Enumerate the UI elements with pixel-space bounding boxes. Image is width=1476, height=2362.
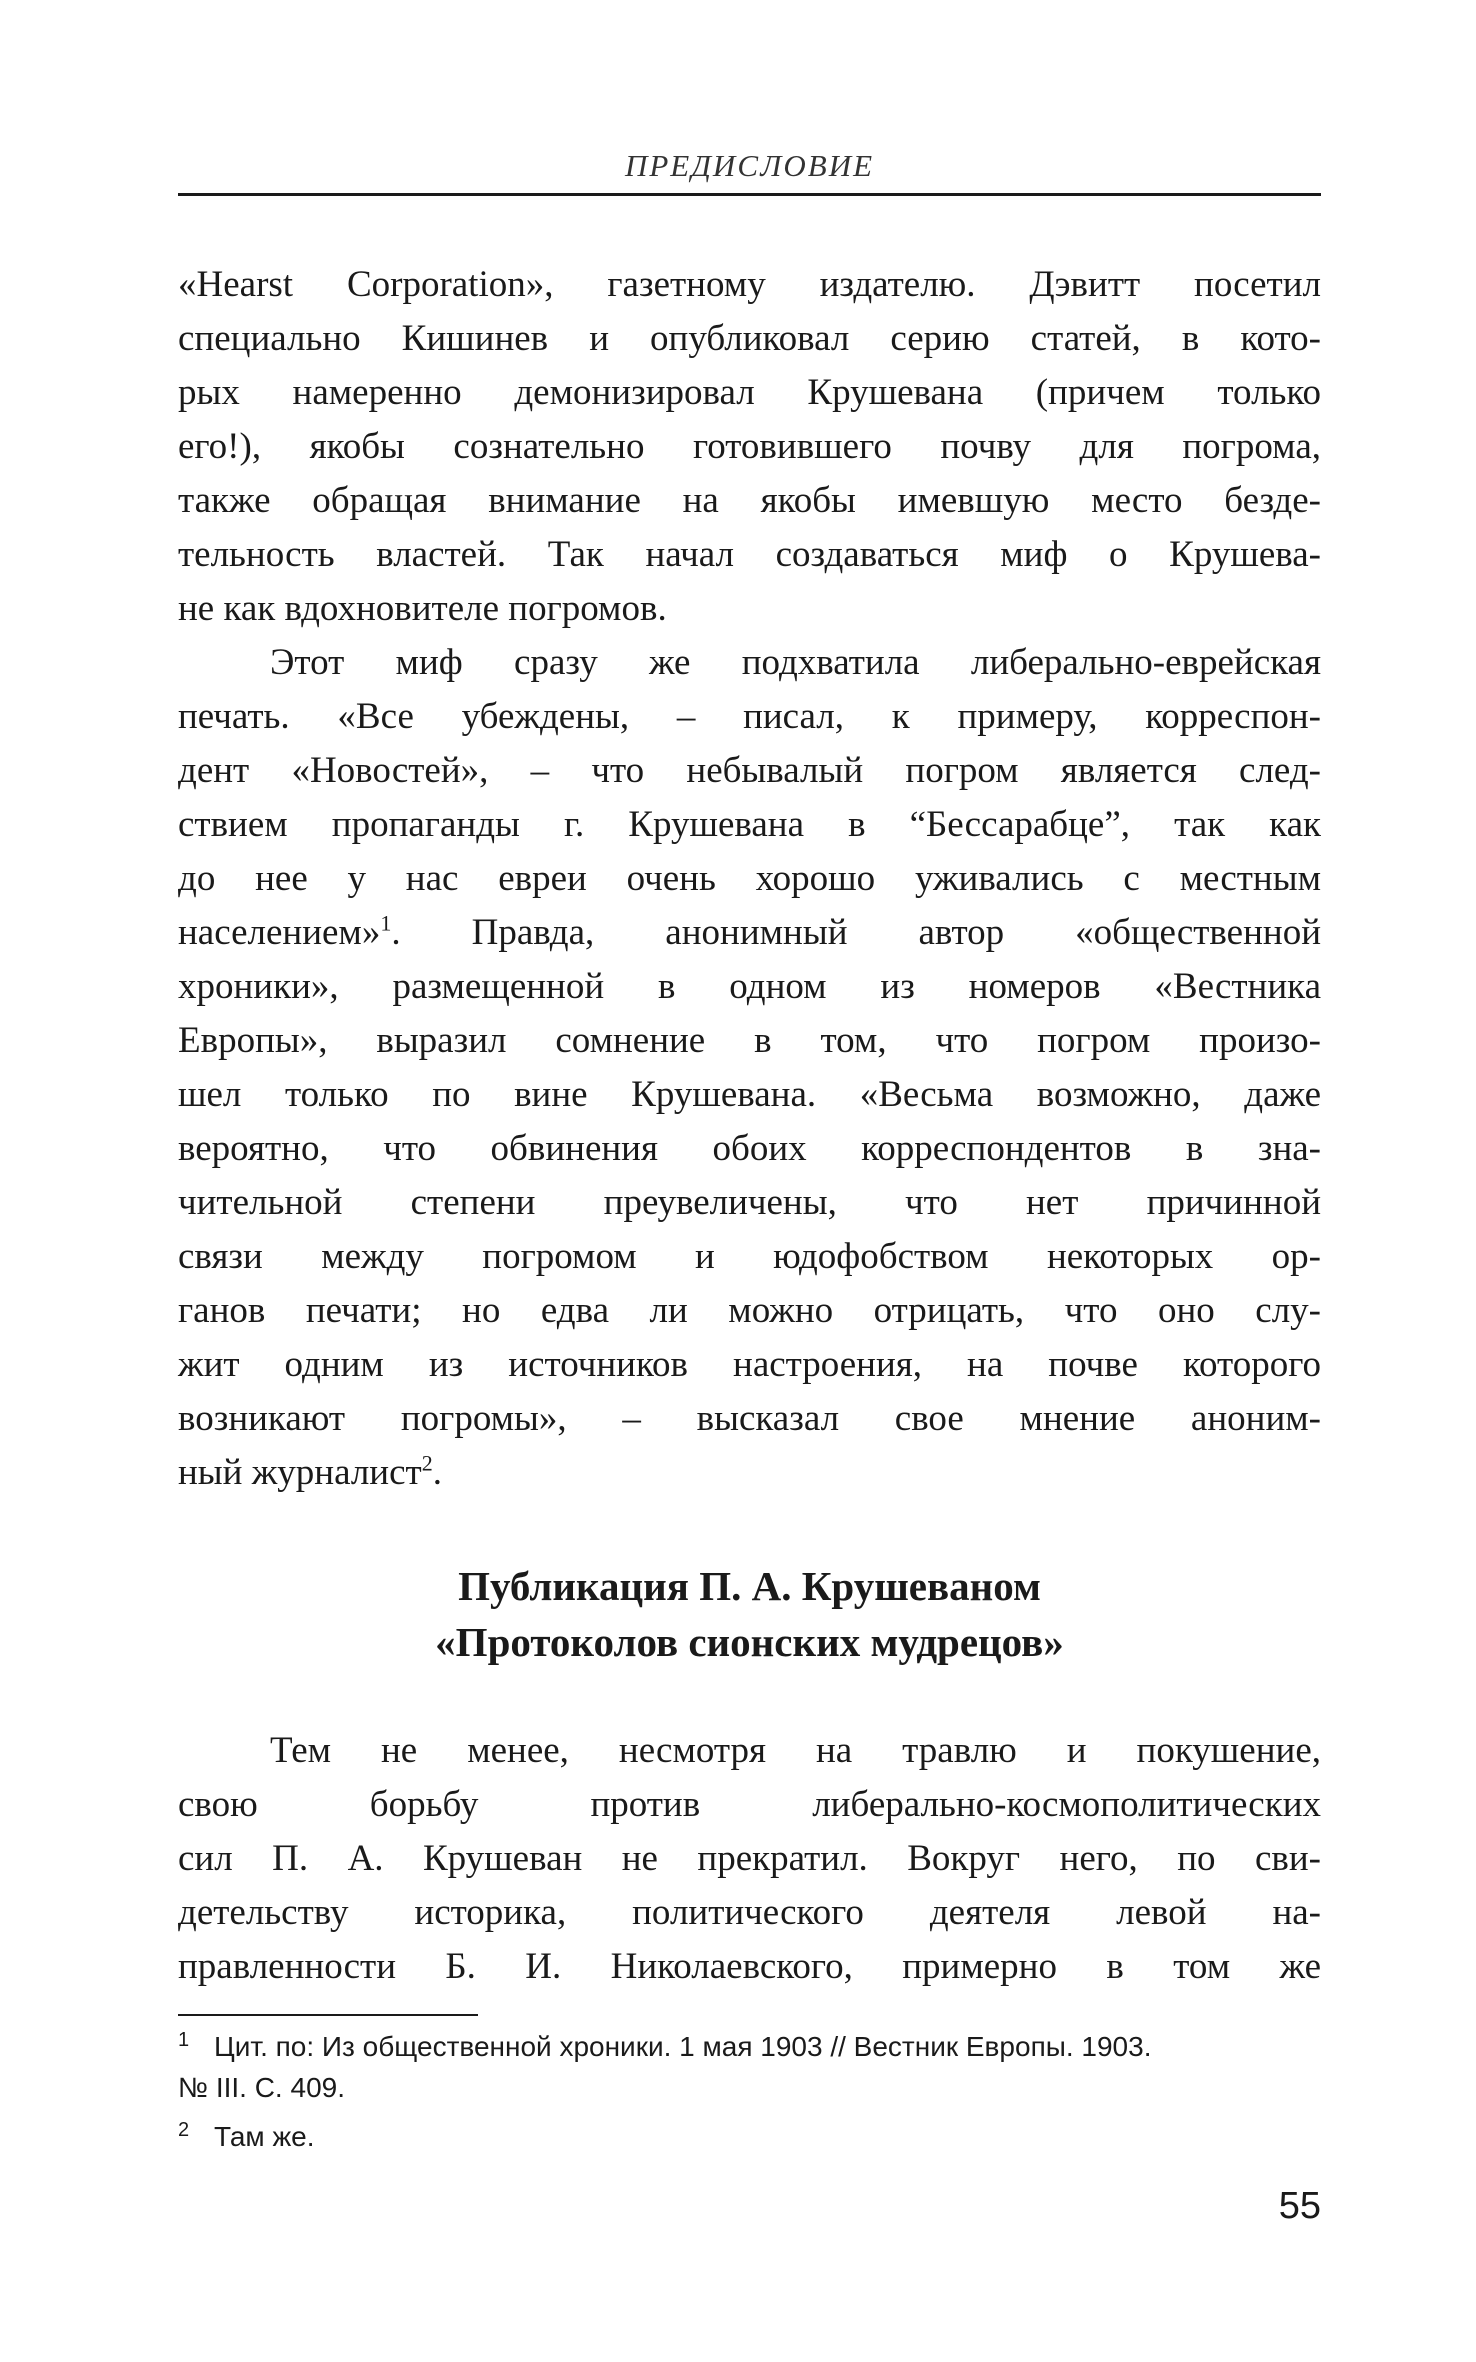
- text-line: его!), якобы сознательно готовившего почву для погрома,: [178, 426, 1321, 467]
- text-line: «Hearst Corporation», газетному издателю. Дэвитт посетил: [178, 264, 1321, 305]
- text-line: ганов печати; но едва ли можно отрицать, что оно слу-: [178, 1290, 1321, 1331]
- section-title-line: «Протоколов сионских мудрецов»: [435, 1619, 1064, 1665]
- footnote-text: Там же.: [214, 2121, 315, 2152]
- text-line: ствием пропаганды г. Крушевана в “Бессарабце”, так как: [178, 804, 1321, 845]
- footnote-rule: [178, 2014, 478, 2016]
- header-rule: [178, 193, 1321, 196]
- text-line: рых намеренно демонизировал Крушевана (причем только: [178, 372, 1321, 413]
- text-line-with-footnote-ref: [178, 906, 1321, 960]
- text-line: до нее у нас евреи очень хорошо уживались с местным: [178, 858, 1321, 899]
- text-line: свою борьбу против либерально-космополитических: [178, 1784, 1321, 1825]
- page-number: 55: [1278, 2185, 1321, 2227]
- paragraph-1: [178, 258, 1321, 636]
- text-line: шел только по вине Крушевана. «Весьма возможно, даже: [178, 1074, 1321, 1115]
- text-segment: ный журналист: [178, 1452, 422, 1493]
- text-line: вероятно, что обвинения обоих корреспондентов в зна-: [178, 1128, 1321, 1169]
- text-line-with-footnote-ref: [178, 1446, 1321, 1500]
- text-line: Европы», выразил сомнение в том, что погром произо-: [178, 1020, 1321, 1061]
- text-line: специально Кишинев и опубликовал серию статей, в кото-: [178, 318, 1321, 359]
- paragraph-3: [178, 1724, 1321, 1994]
- text-line: жит одним из источников настроения, на почве которого: [178, 1344, 1321, 1385]
- text-line: также обращая внимание на якобы имевшую место безде-: [178, 480, 1321, 521]
- text-line: Тем не менее, несмотря на травлю и покушение,: [270, 1730, 1321, 1771]
- footnote-2: 2 Там же.: [178, 2118, 315, 2152]
- text-line: Этот миф сразу же подхватила либерально-еврейская: [270, 642, 1321, 683]
- footnote-ref-2[interactable]: 2: [421, 1450, 433, 1476]
- text-line: связи между погромом и юдофобством некоторых ор-: [178, 1236, 1321, 1277]
- paragraph-2: [178, 636, 1321, 1500]
- text-line: печать. «Все убеждены, – писал, к примеру, корреспон-: [178, 696, 1321, 737]
- running-head: ПРЕДИСЛОВИЕ: [624, 148, 875, 183]
- footnote-ref-1[interactable]: 1: [380, 910, 392, 936]
- text-line: не как вдохновителе погромов.: [178, 588, 667, 629]
- text-line: хроники», размещенной в одном из номеров «Вестника: [178, 966, 1321, 1007]
- text-segment: . Правда, анонимный автор «общественной: [391, 912, 1321, 953]
- section-title: [178, 1558, 1321, 1670]
- text-line: детельству историка, политического деятеля левой на-: [178, 1892, 1321, 1933]
- text-segment: .: [432, 1452, 442, 1493]
- footnotes: [178, 2026, 1321, 2157]
- text-segment: населением»: [178, 912, 381, 953]
- text-line: чительной степени преувеличены, что нет причинной: [178, 1182, 1321, 1223]
- text-line: правленности Б. И. Николаевского, примерно в том же: [178, 1946, 1321, 1987]
- text-line: возникают погромы», – высказал свое мнение аноним-: [178, 1398, 1321, 1439]
- footnote-1: 1 Цит. по: Из общественной хроники. 1 мая 1903 // Вестник Европы. 1903.: [178, 2028, 1152, 2062]
- text-line: тельность властей. Так начал создаваться миф о Крушева-: [178, 534, 1321, 575]
- text-line: дент «Новостей», – что небывалый погром является след-: [178, 750, 1321, 791]
- footnote-text: Цит. по: Из общественной хроники. 1 мая 1903 // Вестник Европы. 1903.: [214, 2031, 1152, 2062]
- text-line: сил П. А. Крушеван не прекратил. Вокруг него, по сви-: [178, 1838, 1321, 1879]
- footnote-1-continuation: № III. С. 409.: [178, 2072, 345, 2103]
- section-title-line: Публикация П. А. Крушеваном: [458, 1563, 1041, 1609]
